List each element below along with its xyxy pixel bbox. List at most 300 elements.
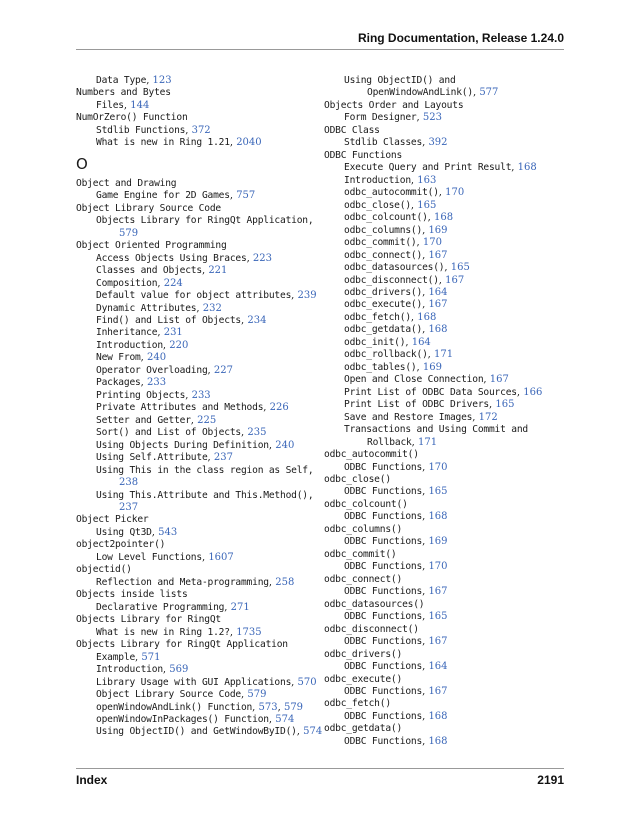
entry-term: Dynamic Attributes xyxy=(96,302,197,314)
index-subentry xyxy=(324,250,564,262)
entry-separator: , xyxy=(422,586,429,598)
page-link[interactable]: 1735 xyxy=(236,626,262,638)
entry-term: Introduction xyxy=(96,664,163,676)
index-subentry xyxy=(76,100,316,112)
footer-rule xyxy=(76,768,564,769)
entry-term: Objects Library for RingQt Application xyxy=(76,639,288,651)
entry-term: Operator Overloading xyxy=(96,364,208,376)
entry-separator: , xyxy=(146,75,153,86)
entry-separator: , xyxy=(416,237,423,249)
index-subentry xyxy=(324,412,564,424)
entry-term: Objects inside lists xyxy=(76,589,188,601)
entry-term: Print List of ODBC Drivers xyxy=(344,399,489,411)
entry-separator: , xyxy=(422,636,429,648)
entry-separator: , xyxy=(240,689,248,701)
page-link[interactable]: 169 xyxy=(428,224,448,236)
entry-separator: , xyxy=(277,701,284,713)
entry-term: ODBC Class xyxy=(324,124,380,136)
entry-separator: , xyxy=(201,265,209,277)
page-link[interactable]: 523 xyxy=(422,112,442,124)
index-subentry xyxy=(76,137,316,149)
entry-term: Transactions and Using Commit and xyxy=(344,424,529,436)
index-subentry xyxy=(324,561,564,573)
index-subentry xyxy=(324,399,564,411)
page-link[interactable]: 240 xyxy=(275,439,295,451)
index-subentry xyxy=(324,187,564,199)
index-subentry xyxy=(76,440,316,452)
index-subentry xyxy=(76,664,316,676)
entry-term: odbc_datasources() xyxy=(344,262,445,274)
entry-term: Printing Objects xyxy=(96,389,186,401)
entry-separator: , xyxy=(422,561,429,573)
entry-term: Sort() and List of Objects xyxy=(96,427,241,439)
entry-separator: , xyxy=(422,486,429,498)
entry-separator: , xyxy=(229,137,237,149)
page-link[interactable]: 258 xyxy=(275,576,295,588)
index-entry xyxy=(76,564,316,576)
index-subentry xyxy=(324,87,564,99)
page-link[interactable]: 232 xyxy=(202,302,222,314)
index-entry xyxy=(324,674,564,686)
index-subentry xyxy=(76,402,316,414)
index-subentry xyxy=(324,661,564,673)
entry-separator: , xyxy=(516,386,524,398)
index-subentry xyxy=(324,200,564,212)
index-subentry xyxy=(76,365,316,377)
index-subentry xyxy=(324,711,564,723)
entry-term: odbc_autocommit() xyxy=(344,187,439,199)
entry-separator: , xyxy=(201,551,209,563)
entry-separator: , xyxy=(438,187,446,199)
entry-term: Stdlib Functions xyxy=(96,124,186,136)
page-link[interactable]: 170 xyxy=(428,561,448,573)
index-entry xyxy=(76,614,316,626)
index-column-left xyxy=(76,75,323,739)
entry-separator: , xyxy=(483,374,490,386)
page-link[interactable]: 227 xyxy=(213,364,233,376)
footer-section-label: Index xyxy=(76,773,108,787)
index-subentry xyxy=(76,652,316,664)
entry-separator: , xyxy=(140,377,147,389)
page-link[interactable]: 574 xyxy=(275,713,295,725)
index-subentry xyxy=(324,262,564,274)
entry-term: openWindowInPackages() Function xyxy=(96,713,269,725)
entry-separator: , xyxy=(444,262,451,274)
page-link[interactable]: 168 xyxy=(428,735,448,747)
entry-term: ODBC Functions xyxy=(344,536,423,548)
index-subentry xyxy=(324,237,564,249)
entry-term: ODBC Functions xyxy=(344,735,423,747)
entry-separator: , xyxy=(268,713,276,725)
page-link[interactable]: 168 xyxy=(428,511,448,523)
page-link[interactable]: 543 xyxy=(158,526,178,538)
entry-term: Files xyxy=(96,99,124,111)
entry-separator: , xyxy=(422,611,429,623)
entry-term: Composition xyxy=(96,277,158,289)
entry-separator: , xyxy=(416,361,423,373)
index-subentry xyxy=(324,736,564,748)
entry-term: Low Level Functions xyxy=(96,551,202,563)
page-link[interactable]: 167 xyxy=(428,636,448,648)
entry-term: odbc_columns() xyxy=(324,523,403,535)
index-subentry xyxy=(76,125,316,137)
index-subentry xyxy=(76,427,316,439)
index-subentry xyxy=(76,702,316,714)
entry-separator: , xyxy=(162,339,170,351)
page-link[interactable]: 167 xyxy=(489,374,509,386)
page-link[interactable]: 123 xyxy=(152,75,172,86)
entry-separator: , xyxy=(488,399,496,411)
index-subentry xyxy=(76,452,316,464)
index-column-right xyxy=(324,75,564,748)
entry-term: odbc_close() xyxy=(344,199,411,211)
entry-separator: , xyxy=(157,277,164,289)
index-subentry xyxy=(76,278,316,290)
page-link[interactable]: 1607 xyxy=(208,551,234,563)
index-subentry xyxy=(324,437,564,449)
page-link[interactable]: 239 xyxy=(297,290,317,302)
index-entry xyxy=(76,514,316,526)
entry-term: odbc_init() xyxy=(344,336,406,348)
page-link[interactable]: 169 xyxy=(428,536,448,548)
header-rule xyxy=(76,49,564,50)
index-entry xyxy=(76,203,316,215)
index-subentry xyxy=(324,486,564,498)
page-link[interactable]: 569 xyxy=(169,664,189,676)
entry-separator: , xyxy=(422,685,429,697)
index-subentry xyxy=(324,362,564,374)
entry-separator: , xyxy=(207,364,214,376)
entry-term: odbc_autocommit() xyxy=(324,449,419,461)
index-entry xyxy=(76,539,316,551)
entry-separator: , xyxy=(405,336,412,348)
index-subentry xyxy=(324,75,564,87)
index-subentry xyxy=(324,112,564,124)
page-link[interactable]: 164 xyxy=(428,661,448,673)
page-link[interactable]: 168 xyxy=(428,324,448,336)
entry-term: openWindowAndLink() Function xyxy=(96,701,253,713)
page-link[interactable]: 224 xyxy=(163,277,183,289)
page-link[interactable]: 240 xyxy=(146,352,167,364)
entry-separator: , xyxy=(410,199,418,211)
index-entry xyxy=(76,240,316,252)
entry-separator: , xyxy=(422,735,429,747)
entry-separator: , xyxy=(422,224,429,236)
page-link[interactable]: 164 xyxy=(411,336,431,348)
entry-separator: , xyxy=(427,212,434,224)
index-subentry xyxy=(324,324,564,336)
index-subentry xyxy=(324,337,564,349)
entry-term: odbc_execute() xyxy=(324,673,403,685)
index-subentry xyxy=(76,377,316,389)
entry-separator: , xyxy=(422,710,429,722)
index-subentry xyxy=(324,611,564,623)
page-link[interactable]: 165 xyxy=(428,486,448,498)
index-subentry xyxy=(324,387,564,399)
entry-term: ODBC Functions xyxy=(344,661,423,673)
entry-term: odbc_disconnect() xyxy=(324,623,419,635)
page-link[interactable]: 221 xyxy=(208,265,228,277)
entry-separator: , xyxy=(240,314,248,326)
entry-term: Using Self.Attribute xyxy=(96,452,208,464)
entry-term: Example xyxy=(96,651,136,663)
running-header: Ring Documentation, Release 1.24.0 xyxy=(357,31,564,45)
page-link[interactable]: 757 xyxy=(236,190,256,202)
page-link[interactable]: 166 xyxy=(523,386,543,398)
page-link[interactable]: 579 xyxy=(247,689,267,701)
entry-separator: , xyxy=(511,162,518,174)
index-subentry xyxy=(324,137,564,149)
index-subentry xyxy=(76,415,316,427)
entry-separator: , xyxy=(422,286,429,298)
page-link[interactable]: 167 xyxy=(428,299,448,311)
entry-term: Data Type xyxy=(96,75,147,86)
index-entry xyxy=(324,150,564,162)
index-subentry xyxy=(324,374,564,386)
entry-term: Objects Library for RingQt xyxy=(76,614,221,626)
index-subentry xyxy=(324,225,564,237)
index-subentry xyxy=(324,636,564,648)
page-link[interactable]: 579 xyxy=(283,701,304,713)
entry-term: Introduction xyxy=(96,339,163,351)
entry-term: Save and Restore Images xyxy=(344,411,473,423)
page-link[interactable]: 231 xyxy=(163,327,183,339)
page-link[interactable]: 234 xyxy=(247,314,267,326)
entry-term: Using This in the class region as Self, xyxy=(96,464,314,476)
index-subentry xyxy=(76,726,323,738)
entry-term: ODBC Functions xyxy=(344,710,423,722)
entry-term: Classes and Objects xyxy=(96,265,202,277)
entry-separator: , xyxy=(268,439,276,451)
entry-term: Execute Query and Print Result xyxy=(344,162,512,174)
entry-separator: , xyxy=(291,676,298,688)
entry-separator: , xyxy=(140,352,147,364)
index-subentry xyxy=(76,627,316,639)
entry-term: NumOrZero() Function xyxy=(76,112,188,124)
page-link[interactable]: 168 xyxy=(517,162,537,174)
entry-separator: , xyxy=(151,526,159,538)
entry-separator: , xyxy=(411,436,418,448)
entry-separator: , xyxy=(410,311,418,323)
entry-term: Object Picker xyxy=(76,514,149,526)
entry-term: Stdlib Classes xyxy=(344,137,423,149)
page-link[interactable]: 168 xyxy=(434,212,454,224)
entry-term: odbc_columns() xyxy=(344,224,423,236)
index-entry xyxy=(76,87,316,99)
entry-term: odbc_close() xyxy=(324,474,391,485)
entry-separator: , xyxy=(422,249,429,261)
entry-term: Access Objects Using Braces xyxy=(96,252,247,264)
page-link[interactable]: 165 xyxy=(495,399,515,411)
entry-term: ODBC Functions xyxy=(344,611,423,623)
page-link[interactable]: 170 xyxy=(428,461,448,473)
index-entry xyxy=(324,574,564,586)
entry-term: Using Objects During Definition xyxy=(96,439,269,451)
entry-term: Object and Drawing xyxy=(76,177,177,189)
page-link[interactable]: 235 xyxy=(247,427,267,439)
entry-separator: , xyxy=(268,576,276,588)
page-link[interactable]: 171 xyxy=(417,436,438,448)
index-subentry xyxy=(76,552,316,564)
entry-term: Numbers and Bytes xyxy=(76,87,171,99)
index-letter-heading: O xyxy=(76,154,88,173)
entry-term: Find() and List of Objects xyxy=(96,314,241,326)
page-link[interactable]: 167 xyxy=(445,274,465,286)
index-subentry xyxy=(324,686,564,698)
page-link[interactable]: 238 xyxy=(119,477,139,489)
entry-term: ODBC Functions xyxy=(344,636,423,648)
index-subentry xyxy=(76,215,316,227)
page-link[interactable]: 271 xyxy=(230,601,250,613)
page-link[interactable]: 372 xyxy=(191,124,211,136)
index-entry xyxy=(324,723,564,735)
index-subentry xyxy=(76,228,316,240)
page-number: 2191 xyxy=(537,773,564,787)
entry-separator: , xyxy=(252,701,259,713)
page-link[interactable]: 163 xyxy=(417,174,437,186)
index-subentry xyxy=(324,275,564,287)
index-subentry xyxy=(76,577,316,589)
index-subentry xyxy=(324,511,564,523)
page-link[interactable]: 233 xyxy=(191,389,211,401)
index-subentry xyxy=(324,462,564,474)
entry-term: ODBC Functions xyxy=(324,149,403,161)
index-entry xyxy=(76,589,316,601)
entry-term: Game Engine for 2D Games xyxy=(96,190,230,202)
entry-term: Using Qt3D xyxy=(96,526,152,538)
index-entry xyxy=(324,599,564,611)
entry-term: odbc_commit() xyxy=(344,237,417,249)
index-subentry xyxy=(76,465,316,477)
entry-separator: , xyxy=(422,324,429,336)
entry-separator: , xyxy=(229,626,237,638)
entry-separator: , xyxy=(438,274,446,286)
entry-term: Objects Order and Layouts xyxy=(324,99,464,111)
page-link[interactable]: 237 xyxy=(119,502,139,513)
entry-separator: , xyxy=(422,661,429,673)
index-entry xyxy=(324,698,564,710)
entry-term: odbc_tables() xyxy=(344,361,417,373)
page-link[interactable]: 237 xyxy=(213,452,233,464)
index-subentry xyxy=(76,477,316,489)
entry-term: odbc_getdata() xyxy=(344,324,423,336)
page-link[interactable]: 170 xyxy=(445,187,465,199)
index-entry xyxy=(324,474,564,486)
entry-separator: , xyxy=(196,302,203,314)
index-subentry xyxy=(76,265,316,277)
page-link[interactable]: 167 xyxy=(428,586,448,598)
entry-separator: , xyxy=(263,402,270,414)
entry-term: odbc_datasources() xyxy=(324,598,425,610)
entry-separator: , xyxy=(427,349,434,361)
entry-separator: , xyxy=(296,726,304,738)
entry-separator: , xyxy=(472,87,480,99)
index-entry xyxy=(324,549,564,561)
page-link[interactable]: 167 xyxy=(428,249,448,261)
entry-separator: , xyxy=(422,299,429,311)
page-link[interactable]: 223 xyxy=(252,252,273,264)
entry-term: Default value for object attributes xyxy=(96,290,292,302)
page-link[interactable]: 220 xyxy=(169,339,189,351)
page-link[interactable]: 171 xyxy=(434,349,454,361)
entry-term: object2pointer() xyxy=(76,539,166,551)
index-subentry xyxy=(324,212,564,224)
page-link[interactable]: 165 xyxy=(450,262,470,274)
entry-separator: , xyxy=(291,290,298,302)
page-link[interactable]: 165 xyxy=(417,199,437,211)
index-subentry xyxy=(76,677,316,689)
entry-term: Using ObjectID() and GetWindowByID() xyxy=(96,726,297,738)
index-entry xyxy=(76,639,316,651)
index-entry xyxy=(324,125,564,137)
page-link[interactable]: 168 xyxy=(417,311,437,323)
entry-separator: , xyxy=(162,664,170,676)
entry-term: odbc_connect() xyxy=(344,249,423,261)
entry-term: odbc_fetch() xyxy=(324,698,391,710)
entry-term: ODBC Functions xyxy=(344,511,423,523)
page-link[interactable]: 579 xyxy=(119,227,139,239)
entry-separator: , xyxy=(472,411,479,423)
entry-term: odbc_colcount() xyxy=(344,212,428,224)
page-link[interactable]: 570 xyxy=(297,676,317,688)
entry-term: odbc_drivers() xyxy=(324,648,403,660)
page-link[interactable]: 2040 xyxy=(236,137,262,149)
page-link[interactable]: 167 xyxy=(428,685,448,697)
entry-separator: , xyxy=(422,511,429,523)
entry-term: What is new in Ring 1.2? xyxy=(96,626,230,638)
page-link[interactable]: 172 xyxy=(478,411,498,423)
entry-separator: , xyxy=(229,190,237,202)
entry-separator: , xyxy=(123,99,131,111)
entry-term: What is new in Ring 1.21 xyxy=(96,137,230,149)
entry-separator: , xyxy=(240,427,248,439)
index-subentry xyxy=(76,502,316,514)
entry-term: Using This.Attribute and This.Method(), xyxy=(96,489,314,501)
page-link[interactable]: 168 xyxy=(428,710,448,722)
page-link[interactable]: 574 xyxy=(303,726,323,738)
index-subentry xyxy=(76,714,316,726)
page-link[interactable]: 144 xyxy=(130,99,150,111)
index-subentry xyxy=(76,315,316,327)
index-subentry xyxy=(76,602,316,614)
page-link[interactable]: 169 xyxy=(422,361,442,373)
entry-term: Print List of ODBC Data Sources xyxy=(344,386,517,398)
page-link[interactable]: 577 xyxy=(479,87,499,99)
page-link[interactable]: 164 xyxy=(428,286,448,298)
entry-separator: , xyxy=(185,389,192,401)
page-link[interactable]: 226 xyxy=(269,402,289,414)
entry-term: Open and Close Connection xyxy=(344,374,484,386)
page-link[interactable]: 392 xyxy=(428,137,448,149)
index-entry xyxy=(76,178,316,190)
entry-separator: , xyxy=(416,112,423,124)
page-link[interactable]: 233 xyxy=(146,377,167,389)
entry-separator: , xyxy=(410,174,418,186)
index-subentry xyxy=(76,490,316,502)
page-link[interactable]: 571 xyxy=(141,651,161,663)
page-link[interactable]: 225 xyxy=(197,414,217,426)
page-link[interactable]: 573 xyxy=(258,701,278,713)
entry-term: objectid() xyxy=(76,564,132,576)
entry-term: Setter and Getter xyxy=(96,414,191,426)
page-link[interactable]: 165 xyxy=(428,611,448,623)
entry-separator: , xyxy=(185,124,192,136)
page-link[interactable]: 170 xyxy=(422,237,442,249)
entry-separator: , xyxy=(422,137,429,149)
entry-term: Introduction xyxy=(344,174,411,186)
entry-separator: , xyxy=(157,327,164,339)
entry-term: odbc_disconnect() xyxy=(344,274,439,286)
